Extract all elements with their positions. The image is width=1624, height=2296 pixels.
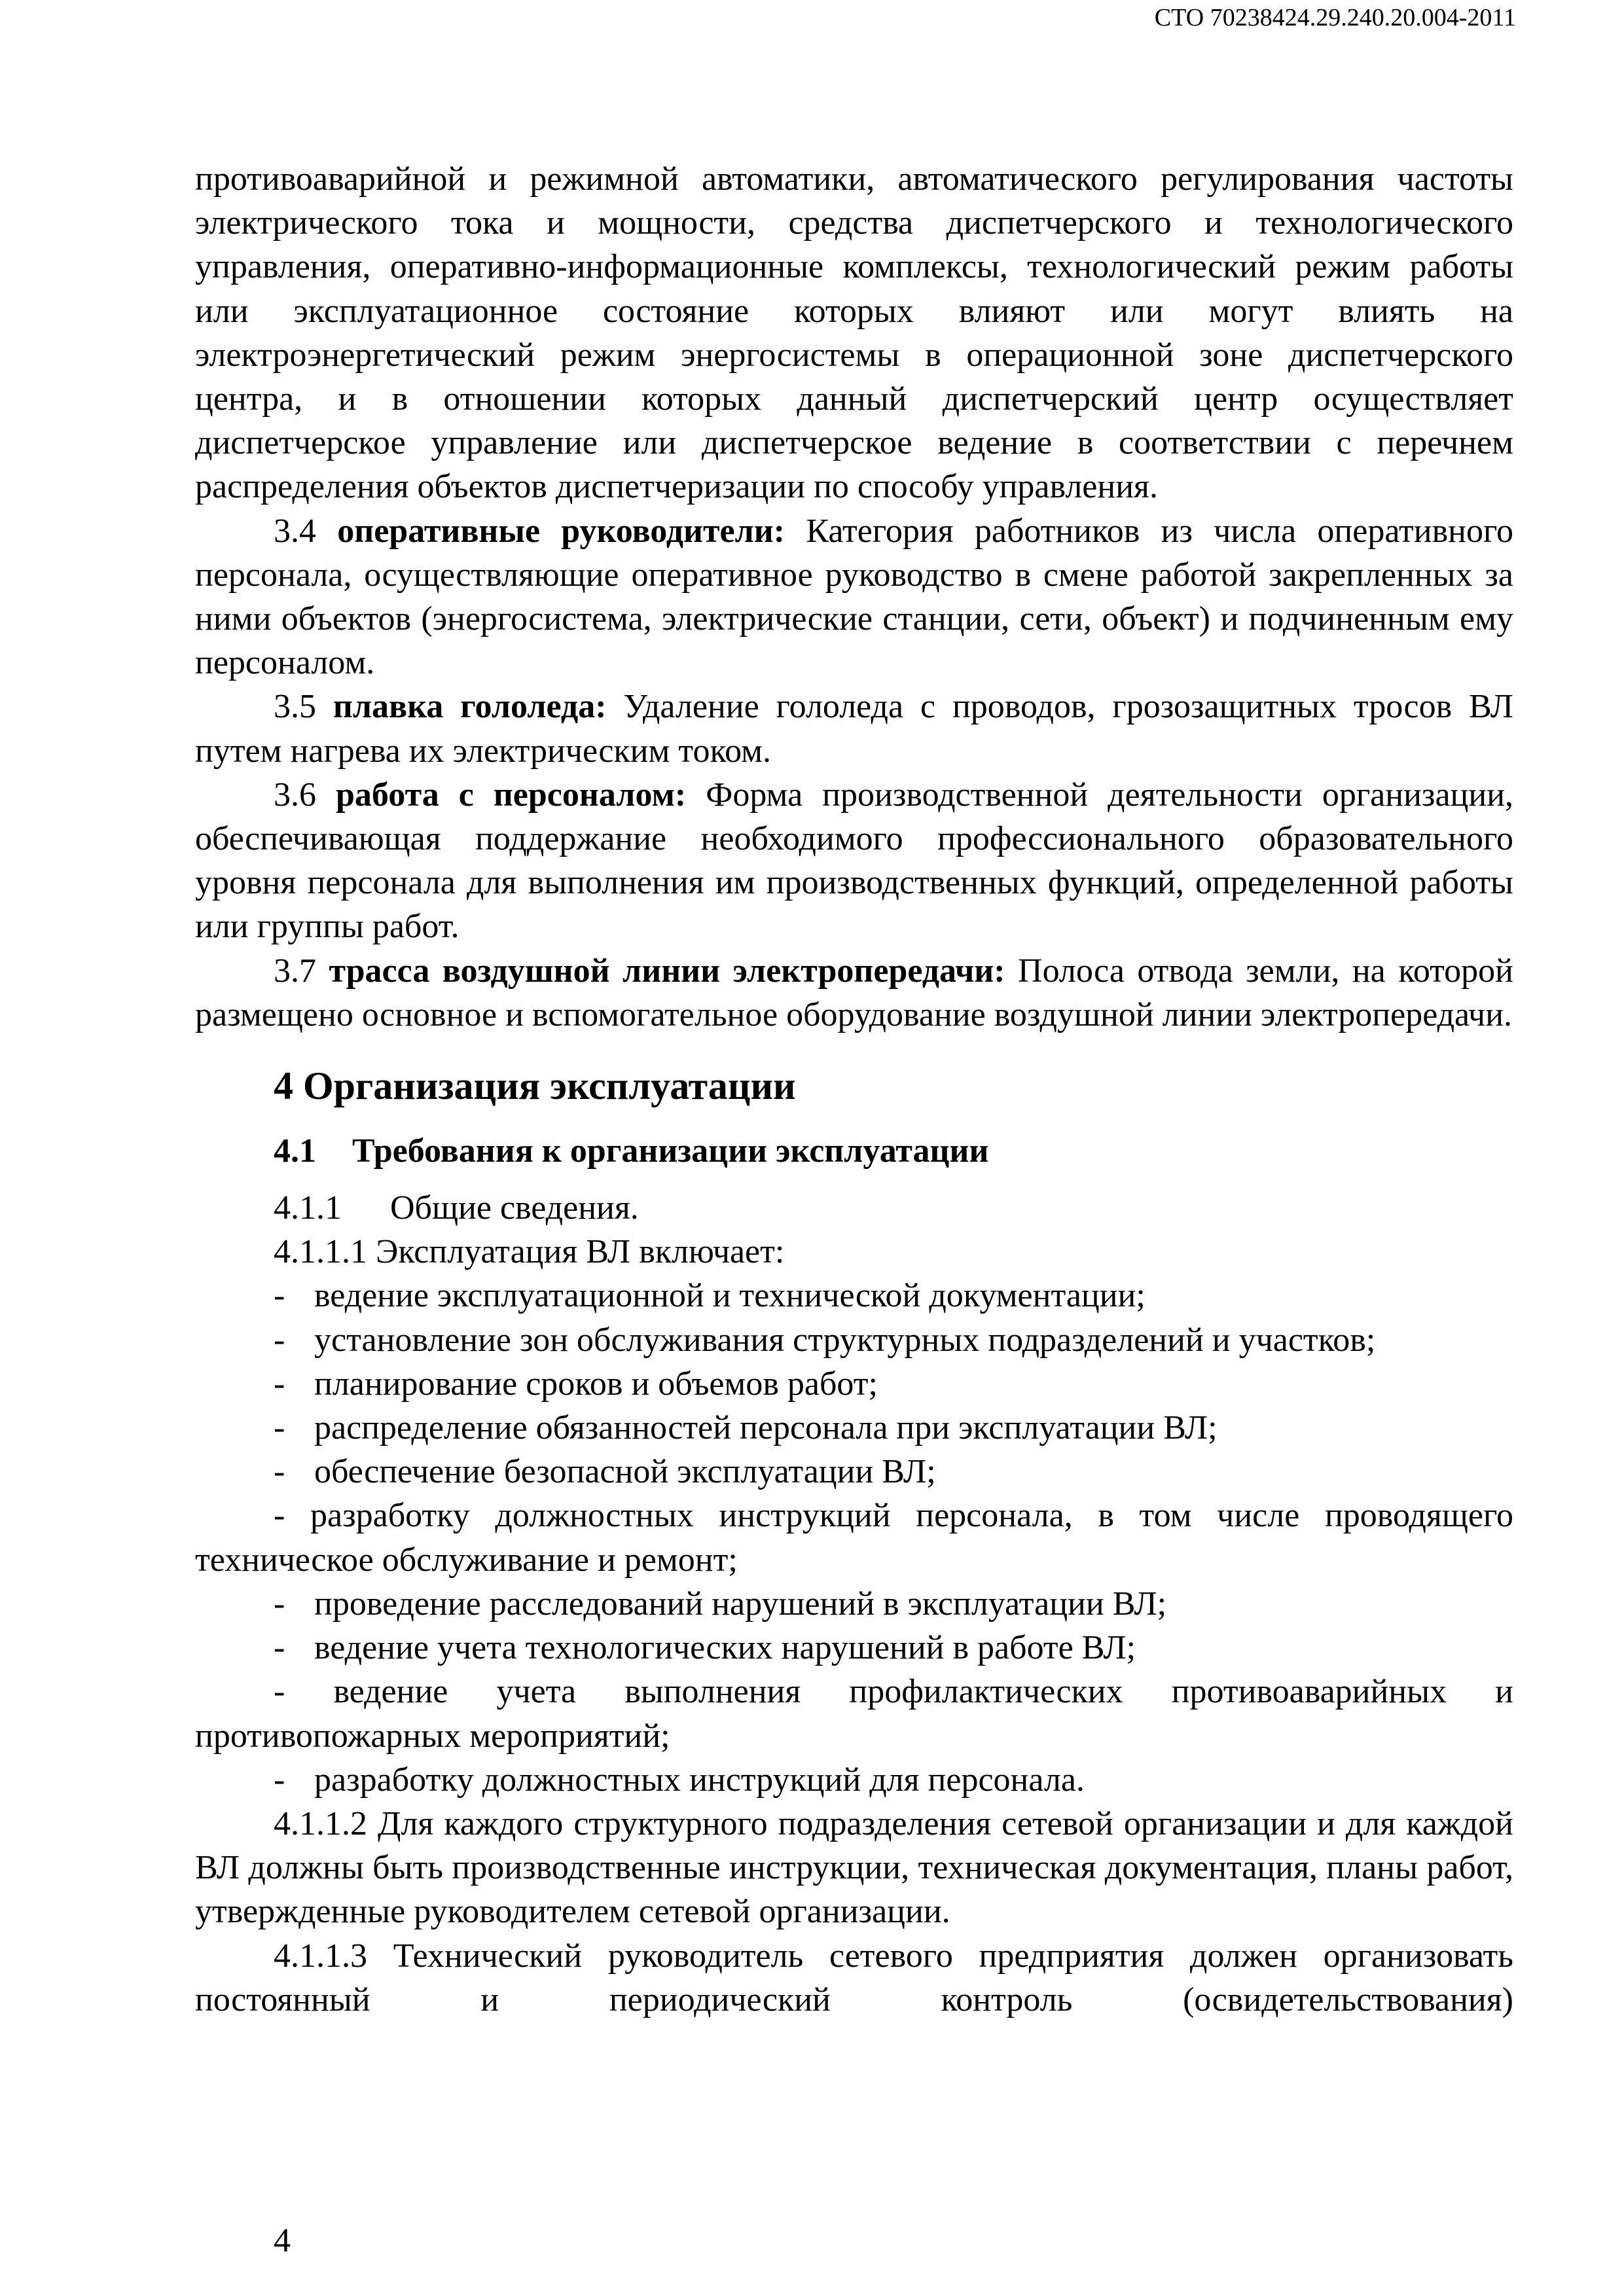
list-dash: - [274, 1629, 285, 1667]
list-item [195, 1626, 1513, 1670]
intro-paragraph: противоаварийной и режимной автоматики, автоматического регулирования частоты электрического тока и мощности, средства диспетчерского и технологического управления, оперативно-информационные комплексы, технологический режим работы или эксплуатационное состояние которых влияют или могут влиять на электроэнергетический режим энергосистемы в операционной зоне диспетчерского центра, и в отношении которых данный диспетчерский центр осуществляет диспетчерское управление или диспетчерское ведение в соответствии с перечнем распределения объектов диспетчеризации по способу управления. [195, 160, 1513, 506]
list-item-text: ведение эксплуатационной и технической документации; [314, 1277, 1146, 1315]
list-dash: - [274, 1673, 285, 1711]
list-item [195, 1758, 1513, 1802]
list-dash: - [274, 1761, 285, 1799]
definition-number: 3.5 [274, 688, 316, 726]
list-item-text: проведение расследований нарушений в эксплуатации ВЛ; [314, 1585, 1167, 1623]
definition-term: работа с персоналом: [336, 776, 687, 814]
definition-3-7 [195, 949, 1513, 1037]
page-content [195, 157, 1513, 2022]
list-item-text: планирование сроков и объемов работ; [314, 1365, 878, 1403]
list-dash: - [274, 1277, 285, 1315]
list-item [195, 1670, 1513, 1757]
list-item-text: ведение учета технологических нарушений в работе ВЛ; [314, 1629, 1136, 1667]
definition-term: оперативные руководители: [337, 512, 785, 550]
definition-text: Форма производственной деятельности организации, обеспечивающая поддержание необходимого профессионального образовательного уровня персонала для выполнения им производственных функций, определенной работы или группы работ. [195, 776, 1514, 946]
list-dash: - [274, 1321, 285, 1359]
list-item-text: установление зон обслуживания структурных подразделений и участков; [314, 1321, 1376, 1359]
list-dash: - [274, 1365, 285, 1403]
list-item-text: ведение учета выполнения профилактических противоаварийных и противопожарных мероприятий; [195, 1673, 1514, 1755]
list-item [195, 1582, 1513, 1626]
definition-text: Полоса отвода земли, на которой размещено основное и вспомогательное оборудование воздушной линии электропередачи. [195, 952, 1514, 1033]
document-code: СТО 70238424.29.240.20.004-2011 [1154, 4, 1516, 31]
list-item [195, 1274, 1513, 1318]
item-4-1-1-1: 4.1.1.1 Эксплуатация ВЛ включает: [274, 1233, 785, 1271]
page-number: 4 [274, 2222, 291, 2259]
item-4-1-1 [195, 1186, 1513, 1230]
list-dash: - [274, 1409, 285, 1447]
list-item [195, 1362, 1513, 1406]
definition-number: 3.4 [274, 512, 316, 550]
list-dash: - [274, 1453, 285, 1491]
subsection-title: Требования к организации эксплуатации [352, 1132, 989, 1170]
list-dash: - [274, 1585, 285, 1623]
definition-3-6 [195, 773, 1513, 949]
definition-number: 3.6 [274, 776, 316, 814]
section-title: 4 Организация эксплуатации [274, 1064, 796, 1108]
definition-term: плавка гололеда: [333, 688, 607, 726]
item-4-1-1-3: 4.1.1.3 Технический руководитель сетевого предприятия должен организовать постоянный и периодический контроль (освидетельствования) [195, 1937, 1513, 2018]
definition-number: 3.7 [274, 952, 316, 990]
definition-3-4 [195, 509, 1513, 685]
subsection-heading [195, 1128, 1513, 1174]
subsection-number: 4.1 [274, 1132, 316, 1170]
list-dash: - [274, 1497, 285, 1535]
list-item [195, 1494, 1513, 1581]
definition-3-5 [195, 685, 1513, 772]
list-item-text: разработку должностных инструкций персонала, в том числе проводящего техническое обслуживание и ремонт; [195, 1497, 1514, 1579]
definition-term: трасса воздушной линии электропередачи: [329, 952, 1005, 990]
item-4-1-1-2: 4.1.1.2 Для каждого структурного подразделения сетевой организации и для каждой ВЛ должны быть производственные инструкции, техническая документация, планы работ, утвержденные руководителем сетевой организации. [195, 1804, 1513, 1931]
list-item-text: распределение обязанностей персонала при эксплуатации ВЛ; [314, 1409, 1218, 1447]
list-item [195, 1450, 1513, 1494]
list-item-text: разработку должностных инструкций для персонала. [314, 1761, 1085, 1799]
definition-text: Категория работников из числа оперативного персонала, осуществляющие оперативное руководство в смене работой закрепленных за ними объектов (энергосистема, электрические станции, сети, объект) и подчиненным ему персоналом. [195, 512, 1514, 682]
item-number: 4.1.1 [274, 1189, 342, 1227]
list-item-text: обеспечение безопасной эксплуатации ВЛ; [314, 1453, 936, 1491]
definition-text: Удаление гололеда с проводов, грозозащитных тросов ВЛ путем нагрева их электрическим током. [195, 688, 1514, 770]
list-item [195, 1318, 1513, 1362]
list-item [195, 1406, 1513, 1450]
item-text: Общие сведения. [390, 1189, 639, 1227]
